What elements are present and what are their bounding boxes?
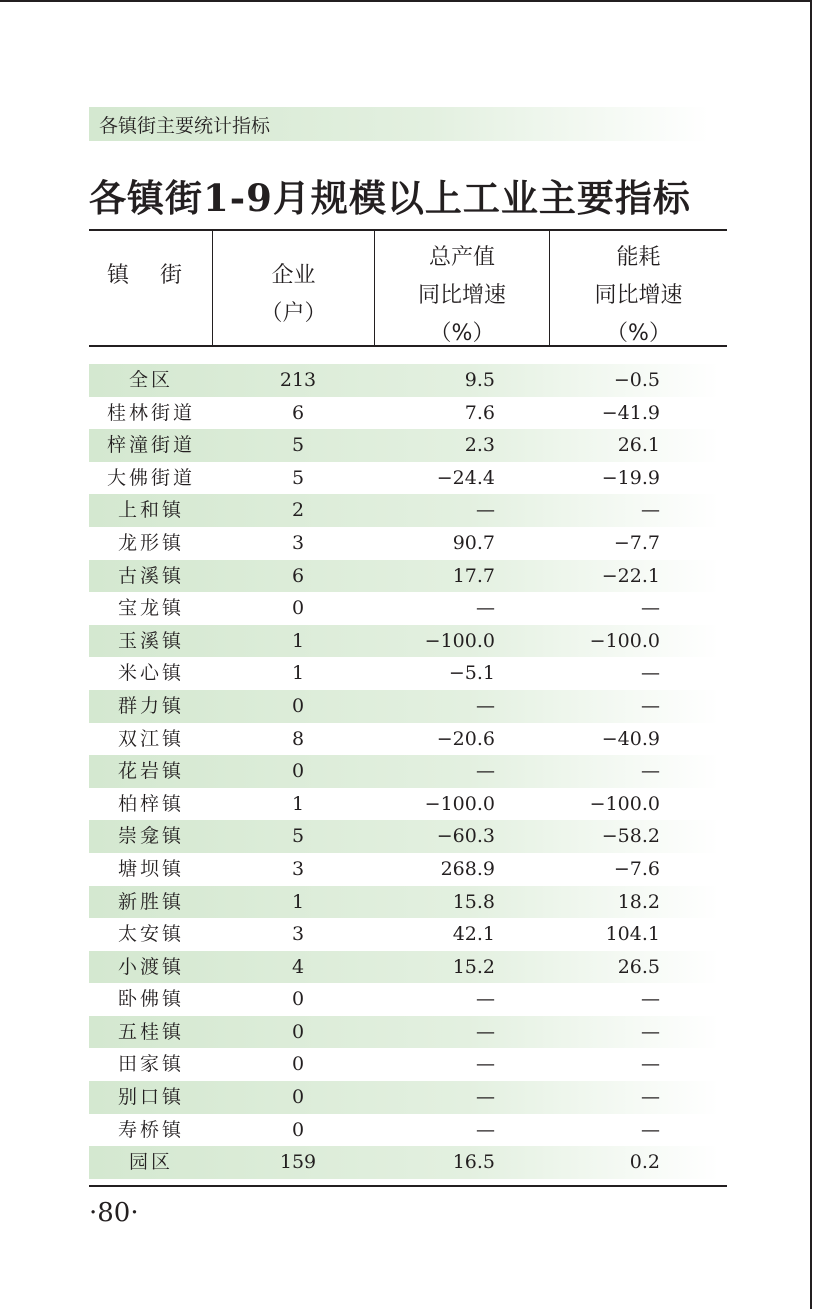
cell-town-name: 米心镇	[117, 662, 184, 685]
cell-enterprise-count: 1	[291, 792, 305, 815]
cell-enterprise-count: 5	[291, 825, 305, 848]
header-output-line3: （%）	[429, 321, 495, 346]
cell-output-growth: —	[476, 1118, 495, 1141]
cell-town-name: 宝龙镇	[117, 597, 184, 620]
header-output-line1: 总产值	[428, 245, 495, 270]
table-row	[89, 462, 727, 495]
cell-enterprise-count: 0	[291, 1020, 305, 1043]
table-row	[89, 1048, 727, 1081]
cell-town-name: 小渡镇	[117, 955, 184, 978]
cell-energy-growth: 104.1	[605, 923, 660, 946]
table-row	[89, 820, 727, 853]
section-label: 各镇街主要统计指标	[89, 107, 709, 141]
cell-enterprise-count: 213	[279, 369, 317, 391]
cell-output-growth: 16.5	[452, 1151, 495, 1174]
table-bottom-rule	[89, 1185, 727, 1187]
cell-enterprise-count: 3	[291, 857, 305, 880]
cell-energy-growth: 26.5	[617, 955, 660, 978]
cell-output-growth: 268.9	[440, 857, 495, 880]
cell-output-growth: 2.3	[464, 434, 495, 457]
cell-enterprise-count: 8	[291, 727, 305, 750]
table-row	[89, 429, 727, 462]
header-enterprises-line2: （户）	[260, 301, 327, 326]
cell-town-name: 别口镇	[117, 1086, 184, 1109]
cell-town-name: 大佛街道	[106, 466, 195, 489]
cell-output-growth: −5.1	[448, 662, 495, 685]
cell-town-name: 花岩镇	[117, 760, 184, 783]
table-row	[89, 1016, 727, 1049]
page-number: ·80·	[89, 1198, 139, 1228]
table-row	[89, 494, 727, 527]
cell-town-name: 塘坝镇	[117, 857, 184, 880]
table-row	[89, 886, 727, 919]
table-row	[89, 657, 727, 690]
cell-town-name: 柏梓镇	[117, 792, 184, 815]
table-row	[89, 625, 727, 658]
cell-output-growth: 9.5	[464, 369, 495, 391]
cell-output-growth: 17.7	[452, 564, 495, 587]
cell-energy-growth: −7.7	[613, 531, 660, 554]
cell-town-name: 卧佛镇	[117, 988, 184, 1011]
cell-enterprise-count: 0	[291, 597, 305, 620]
cell-town-name: 新胜镇	[117, 890, 184, 913]
table-row	[89, 983, 727, 1016]
cell-enterprise-count: 0	[291, 760, 305, 783]
table-row	[89, 788, 727, 821]
cell-town-name: 双江镇	[117, 727, 184, 750]
cell-town-name: 五桂镇	[117, 1020, 184, 1043]
header-enterprises	[213, 231, 375, 345]
header-energy-line1: 能耗	[616, 245, 661, 270]
cell-enterprise-count: 5	[291, 434, 305, 457]
cell-energy-growth: —	[641, 988, 660, 1011]
cell-energy-growth: −7.6	[613, 857, 660, 880]
cell-energy-growth: −0.5	[613, 369, 660, 391]
cell-enterprise-count: 3	[291, 531, 305, 554]
cell-enterprise-count: 5	[291, 466, 305, 489]
cell-energy-growth: —	[641, 760, 660, 783]
header-town	[89, 231, 213, 345]
cell-output-growth: —	[476, 1086, 495, 1109]
cell-town-name: 上和镇	[117, 499, 184, 522]
cell-energy-growth: —	[641, 1053, 660, 1076]
cell-output-growth: 15.8	[452, 890, 495, 913]
cell-enterprise-count: 0	[291, 1086, 305, 1109]
cell-output-growth: —	[476, 1020, 495, 1043]
cell-output-growth: −20.6	[436, 727, 495, 750]
cell-output-growth: 15.2	[452, 955, 495, 978]
table-row	[89, 1114, 727, 1147]
cell-energy-growth: −58.2	[601, 825, 660, 848]
cell-enterprise-count: 3	[291, 923, 305, 946]
table-row	[89, 397, 727, 430]
table-row	[89, 592, 727, 625]
table-row	[89, 918, 727, 951]
cell-town-name: 梓潼街道	[106, 434, 195, 457]
cell-output-growth: −100.0	[424, 792, 495, 815]
cell-output-growth: —	[476, 694, 495, 717]
cell-enterprise-count: 0	[291, 988, 305, 1011]
cell-energy-growth: —	[641, 694, 660, 717]
cell-enterprise-count: 1	[291, 890, 305, 913]
cell-output-growth: −100.0	[424, 629, 495, 652]
cell-town-name: 群力镇	[117, 694, 184, 717]
cell-enterprise-count: 6	[291, 564, 305, 587]
cell-town-name: 崇龛镇	[117, 825, 184, 848]
cell-output-growth: −24.4	[436, 466, 495, 489]
header-output	[375, 231, 550, 345]
cell-energy-growth: —	[641, 662, 660, 685]
cell-energy-growth: −100.0	[589, 629, 660, 652]
cell-energy-growth: −19.9	[601, 466, 660, 489]
statistics-table	[89, 229, 727, 1187]
cell-energy-growth: —	[641, 1118, 660, 1141]
cell-energy-growth: −41.9	[601, 401, 660, 424]
header-enterprises-line1: 企业	[271, 263, 316, 288]
header-energy-line3: （%）	[606, 321, 671, 346]
cell-town-name: 田家镇	[117, 1053, 184, 1076]
cell-energy-growth: 18.2	[617, 890, 660, 913]
cell-output-growth: —	[476, 988, 495, 1011]
cell-enterprise-count: 159	[279, 1151, 317, 1174]
table-row	[89, 690, 727, 723]
page-title: 各镇街1-9月规模以上工业主要指标	[89, 176, 691, 220]
cell-enterprise-count: 0	[291, 1118, 305, 1141]
cell-enterprise-count: 0	[291, 694, 305, 717]
table-row	[89, 723, 727, 756]
cell-energy-growth: —	[641, 597, 660, 620]
cell-enterprise-count: 2	[291, 499, 305, 522]
cell-output-growth: 42.1	[452, 923, 495, 946]
cell-output-growth: 7.6	[464, 401, 495, 424]
cell-output-growth: −60.3	[436, 825, 495, 848]
cell-enterprise-count: 1	[291, 662, 305, 685]
cell-enterprise-count: 0	[291, 1053, 305, 1076]
table-row	[89, 364, 727, 397]
table-row	[89, 853, 727, 886]
cell-output-growth: —	[476, 1053, 495, 1076]
cell-town-name: 寿桥镇	[117, 1118, 184, 1141]
header-energy	[550, 231, 727, 345]
cell-energy-growth: −40.9	[601, 727, 660, 750]
table-body	[89, 347, 727, 1179]
table-row	[89, 527, 727, 560]
cell-output-growth: —	[476, 499, 495, 522]
cell-enterprise-count: 4	[291, 955, 305, 978]
cell-output-growth: —	[476, 760, 495, 783]
cell-energy-growth: −22.1	[601, 564, 660, 587]
table-row	[89, 755, 727, 788]
cell-town-name: 玉溪镇	[117, 629, 184, 652]
cell-energy-growth: —	[641, 1020, 660, 1043]
header-town-label: 镇 街	[107, 263, 194, 288]
cell-energy-growth: −100.0	[589, 792, 660, 815]
table-header	[89, 229, 727, 347]
cell-town-name: 太安镇	[117, 923, 184, 946]
cell-output-growth: 90.7	[452, 531, 495, 554]
table-row	[89, 560, 727, 593]
cell-enterprise-count: 6	[291, 401, 305, 424]
cell-enterprise-count: 1	[291, 629, 305, 652]
table-row	[89, 951, 727, 984]
cell-energy-growth: —	[641, 499, 660, 522]
cell-energy-growth: 26.1	[617, 434, 660, 457]
header-energy-line2: 同比增速	[594, 283, 683, 308]
cell-town-name: 园区	[128, 1151, 173, 1174]
cell-town-name: 桂林街道	[106, 401, 195, 424]
cell-town-name: 全区	[128, 369, 173, 391]
cell-town-name: 古溪镇	[117, 564, 184, 587]
table-row	[89, 1081, 727, 1114]
cell-output-growth: —	[476, 597, 495, 620]
cell-energy-growth: 0.2	[629, 1151, 660, 1174]
cell-energy-growth: —	[641, 1086, 660, 1109]
table-row	[89, 1146, 727, 1179]
cell-town-name: 龙形镇	[117, 531, 184, 554]
header-output-line2: 同比增速	[417, 283, 506, 308]
